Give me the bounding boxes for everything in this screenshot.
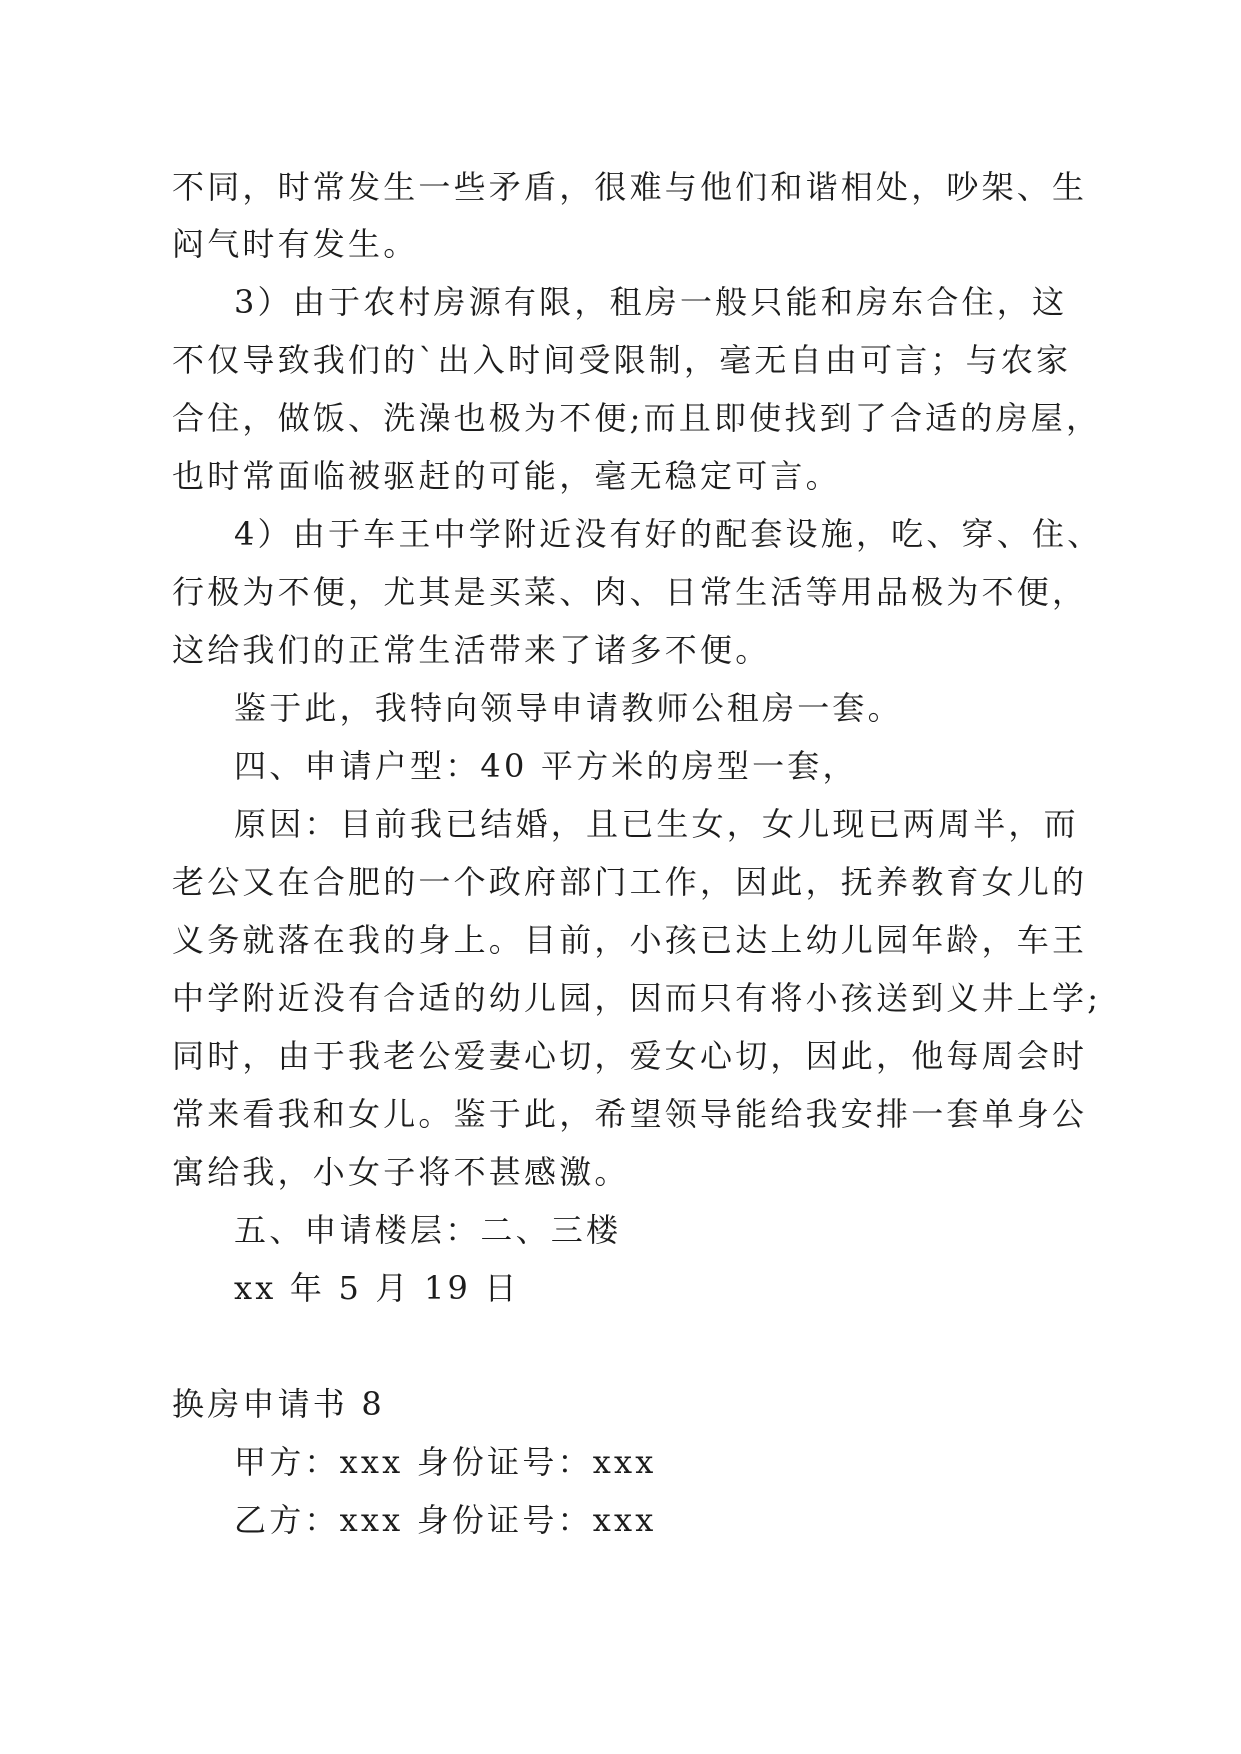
document-title: 换房申请书 8: [172, 1385, 385, 1423]
section-five-heading: 五、申请楼层：二、三楼: [234, 1211, 622, 1249]
body-line-6: 也时常面临被驱赶的可能，毫无稳定可言。: [172, 457, 841, 495]
reason-line-6: 常来看我和女儿。鉴于此，希望领导能给我安排一套单身公: [172, 1095, 1088, 1133]
body-line-2: 闷气时有发生。: [172, 225, 419, 263]
paragraph-3-line-1: 3）由于农村房源有限，租房一般只能和房东合住，这: [234, 283, 1068, 321]
body-line-9: 这给我们的正常生活带来了诸多不便。: [172, 631, 771, 669]
reason-line-2: 老公又在合肥的一个政府部门工作，因此，抚养教育女儿的: [172, 863, 1088, 901]
reason-line-5: 同时，由于我老公爱妻心切，爱女心切，因此，他每周会时: [172, 1037, 1088, 1075]
request-statement: 鉴于此，我特向领导申请教师公租房一套。: [234, 689, 903, 727]
date-line: xx 年 5 月 19 日: [234, 1269, 520, 1307]
reason-line-7: 寓给我，小女子将不甚感激。: [172, 1153, 630, 1191]
reason-line-1: 原因：目前我已结婚，且已生女，女儿现已两周半，而: [234, 805, 1079, 843]
reason-line-3: 义务就落在我的身上。目前，小孩已达上幼儿园年龄，车王: [172, 921, 1088, 959]
party-a-line: 甲方：xxx 身份证号：xxx: [234, 1443, 657, 1481]
party-b-line: 乙方：xxx 身份证号：xxx: [234, 1501, 657, 1539]
body-line-8: 行极为不便，尤其是买菜、肉、日常生活等用品极为不便，: [172, 573, 1088, 611]
body-line-4: 不仅导致我们的`出入时间受限制，毫无自由可言；与农家: [172, 341, 1072, 379]
section-four-heading: 四、申请户型：40 平方米的房型一套，: [234, 747, 858, 785]
body-line-1: 不同，时常发生一些矛盾，很难与他们和谐相处，吵架、生: [172, 168, 1088, 206]
reason-line-4: 中学附近没有合适的幼儿园，因而只有将小孩送到义井上学;: [172, 979, 1102, 1017]
paragraph-4-line-1: 4）由于车王中学附近没有好的配套设施，吃、穿、住、: [234, 515, 1103, 553]
body-line-5: 合住，做饭、洗澡也极为不便;而且即使找到了合适的房屋，: [172, 399, 1102, 437]
